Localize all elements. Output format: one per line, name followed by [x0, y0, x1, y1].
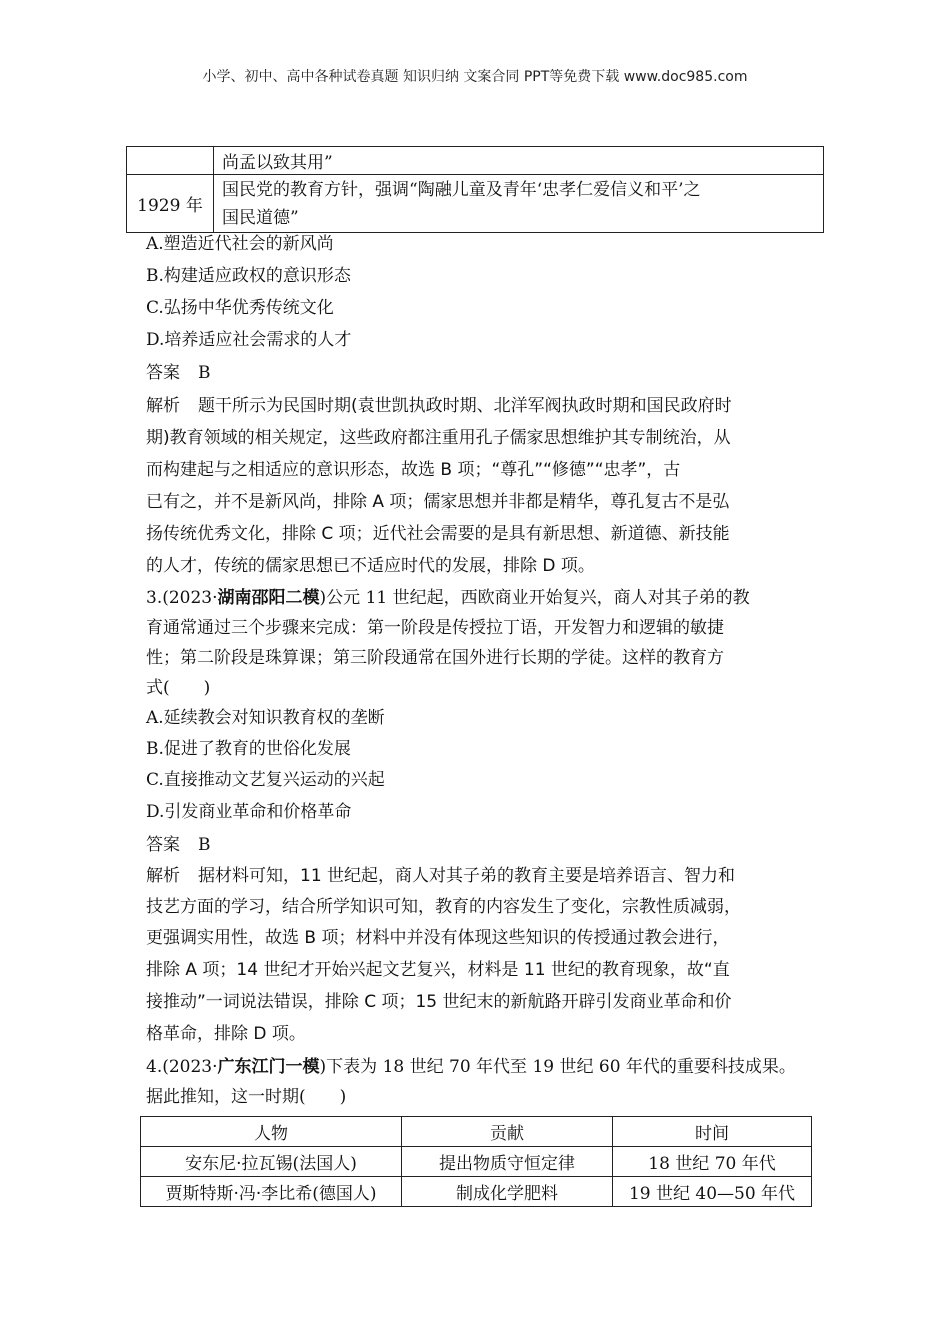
q2-analysis-line — [146, 394, 732, 418]
table-row — [141, 1177, 812, 1207]
q3-analysis-line: 格革命，排除 D 项。 — [146, 1024, 306, 1044]
table-cell: 提出物质守恒定律 — [402, 1147, 613, 1177]
cell-line: 国民道德” — [222, 207, 299, 228]
q2-option-c: C.弘扬中华优秀传统文化 — [146, 298, 334, 318]
q4-stem-text: )下表为 18 世纪 70 年代至 19 世纪 60 年代的重要科技成果。 — [319, 1057, 796, 1077]
q3-source: 湖南邵阳二模 — [217, 588, 320, 608]
q3-option-a: A.延续教会对知识教育权的垄断 — [146, 708, 385, 728]
answer-value: B — [198, 363, 211, 383]
q4-stem-line — [146, 1055, 796, 1079]
q2-analysis-line: 已有之，并不是新风尚，排除 A 项；儒家思想并非都是精华，尊孔复古不是弘 — [146, 492, 730, 512]
q3-analysis-line: 接推动”一词说法错误，排除 C 项；15 世纪末的新航路开辟引发商业革命和价 — [146, 992, 732, 1012]
table-cell: 制成化学肥料 — [402, 1177, 613, 1207]
q2-option-d: D.培养适应社会需求的人才 — [146, 330, 352, 350]
q3-analysis-line — [146, 864, 735, 888]
q3-stem-line: 育通常通过三个步骤来完成：第一阶段是传授拉丁语，开发智力和逻辑的敏捷 — [146, 618, 724, 638]
table-cell: 尚孟以致其用” — [214, 147, 824, 175]
table-cell-year: 1929 年 — [127, 175, 214, 233]
q3-analysis-line: 技艺方面的学习，结合所学知识可知，教育的内容发生了变化，宗教性质减弱， — [146, 897, 741, 917]
analysis-text: 据材料可知，11 世纪起，商人对其子弟的教育主要是培养语言、智力和 — [198, 866, 736, 886]
table-header: 时间 — [613, 1117, 812, 1147]
q2-option-b: B.构建适应政权的意识形态 — [146, 266, 351, 286]
answer-value: B — [198, 835, 211, 855]
q3-stem-line: 式( ) — [146, 678, 211, 698]
q3-analysis-line: 更强调实用性，故选 B 项；材料中并没有体现这些知识的传授通过教会进行， — [146, 928, 730, 948]
q3-option-c: C.直接推动文艺复兴运动的兴起 — [146, 770, 385, 790]
page-header: 小学、初中、高中各种试卷真题 知识归纳 文案合同 PPT等免费下载 www.doc985.com — [202, 69, 748, 85]
q2-analysis-line: 的人才，传统的儒家思想已不适应时代的发展，排除 D 项。 — [146, 556, 595, 576]
q3-number: 3.(2023· — [146, 588, 218, 608]
q2-answer — [146, 361, 211, 385]
q3-stem-text: )公元 11 世纪起，西欧商业开始复兴，商人对其子弟的教 — [319, 588, 750, 608]
table-row — [141, 1147, 812, 1177]
science-achievements-table — [140, 1116, 812, 1207]
table-cell: 19 世纪 40—50 年代 — [613, 1177, 812, 1207]
q2-analysis-line: 期)教育领域的相关规定，这些政府都注重用孔子儒家思想维护其专制统治，从 — [146, 428, 731, 448]
analysis-text: 题干所示为民国时期(袁世凯执政时期、北洋军阀执政时期和国民政府时 — [198, 396, 732, 416]
q2-analysis-line: 扬传统优秀文化，排除 C 项；近代社会需要的是具有新思想、新道德、新技能 — [146, 524, 730, 544]
q3-analysis-line: 排除 A 项；14 世纪才开始兴起文艺复兴，材料是 11 世纪的教育现象，故“直 — [146, 960, 730, 980]
table-cell — [214, 175, 824, 233]
q4-source: 广东江门一模 — [217, 1057, 320, 1077]
table-header: 贡献 — [402, 1117, 613, 1147]
table-cell: 18 世纪 70 年代 — [613, 1147, 812, 1177]
analysis-label: 解析 — [146, 396, 180, 416]
q3-answer — [146, 833, 211, 857]
answer-label: 答案 — [146, 363, 180, 383]
q3-option-b: B.促进了教育的世俗化发展 — [146, 739, 351, 759]
table-cell: 安东尼·拉瓦锡(法国人) — [141, 1147, 402, 1177]
q4-stem-line: 据此推知，这一时期( ) — [146, 1087, 347, 1107]
q2-option-a: A.塑造近代社会的新风尚 — [146, 234, 334, 254]
table-cell: 贾斯特斯·冯·李比希(德国人) — [141, 1177, 402, 1207]
table-cell-empty — [127, 147, 214, 175]
q4-number: 4.(2023· — [146, 1057, 218, 1077]
analysis-label: 解析 — [146, 866, 180, 886]
education-policy-table — [126, 146, 824, 233]
q3-option-d: D.引发商业革命和价格革命 — [146, 802, 352, 822]
table-header: 人物 — [141, 1117, 402, 1147]
q3-stem-line: 性；第二阶段是珠算课；第三阶段通常在国外进行长期的学徒。这样的教育方 — [146, 648, 724, 668]
q3-stem-line — [146, 586, 750, 610]
cell-line: 国民党的教育方针，强调“陶融儿童及青年‘忠孝仁爱信义和平’之 — [222, 179, 701, 200]
q2-analysis-line: 而构建起与之相适应的意识形态，故选 B 项；“尊孔”“修德”“忠孝”，古 — [146, 460, 681, 480]
answer-label: 答案 — [146, 835, 180, 855]
